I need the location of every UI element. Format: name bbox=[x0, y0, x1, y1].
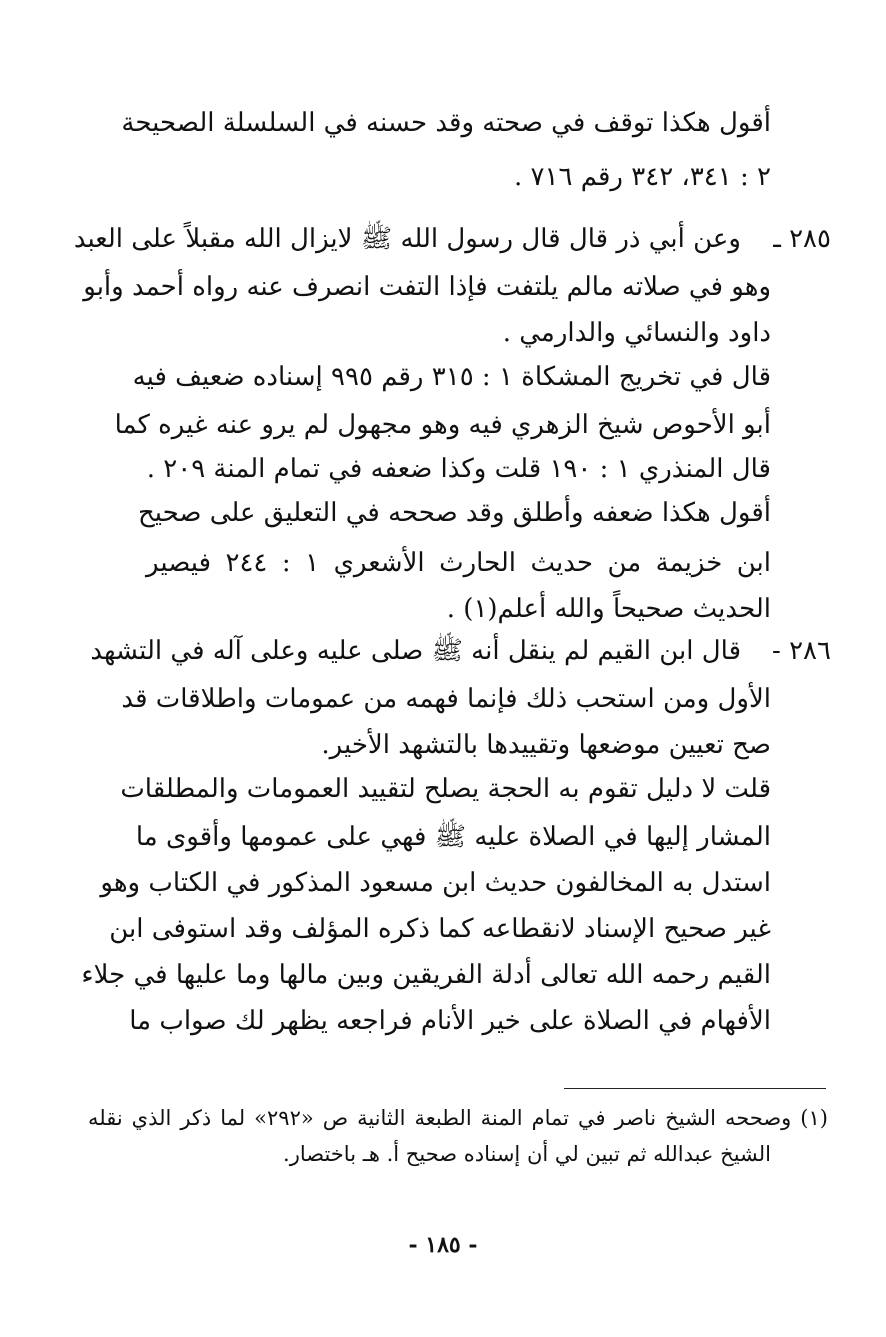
footnote-separator bbox=[564, 1088, 826, 1089]
footnote-line-2: الشيخ عبدالله ثم تبين لي أن إسناده صحيح أ. هـ باختصار. bbox=[283, 1142, 771, 1166]
hadith-285-line-2: وهو في صلاته مالم يلتفت فإذا التفت انصرف عنه رواه أحمد وأبو bbox=[83, 272, 771, 302]
hadith-286-line-9: الأفهام في الصلاة على خير الأنام فراجعه يظهر لك صواب ما bbox=[129, 1006, 771, 1036]
hadith-286-line-5: المشار إليها في الصلاة عليه ﷺ فهي على عمومها وأقوى ما bbox=[135, 822, 771, 852]
hadith-285-number: ٢٨٥ ـ bbox=[773, 224, 831, 254]
hadith-286-line-3: صح تعيين موضعها وتقييدها بالتشهد الأخير. bbox=[321, 730, 771, 760]
footnote-line-1: (١) وصححه الشيخ ناصر في تمام المنة الطبعة الثانية ص «٢٩٢» لما ذكر الذي نقله bbox=[88, 1106, 828, 1130]
hadith-285-line-6: قال المنذري ١ : ١٩٠ قلت وكذا ضعفه في تمام المنة ٢٠٩ . bbox=[146, 454, 771, 484]
hadith-285-line-7: أقول هكذا ضعفه وأطلق وقد صححه في التعليق على صحيح bbox=[137, 498, 771, 528]
hadith-286-line-8: القيم رحمه الله تعالى أدلة الفريقين وبين مالها وما عليها في جلاء bbox=[81, 960, 771, 990]
hadith-285-line-3: داود والنسائي والدارمي . bbox=[502, 318, 771, 348]
hadith-285-line-1: وعن أبي ذر قال قال رسول الله ﷺ لايزال الله مقبلاً على العبد bbox=[73, 224, 741, 254]
hadith-286-line-7: غير صحيح الإسناد لانقطاعه كما ذكره المؤلف وقد استوفى ابن bbox=[109, 914, 771, 944]
intro-line-1: أقول هكذا توقف في صحته وقد حسنه في السلسلة الصحيحة bbox=[121, 108, 771, 138]
hadith-285-line-4: قال في تخريج المشكاة ١ : ٣١٥ رقم ٩٩٥ إسناده ضعيف فيه bbox=[132, 362, 771, 392]
hadith-286-line-6: استدل به المخالفون حديث ابن مسعود المذكور في الكتاب وهو bbox=[100, 868, 771, 898]
hadith-286-line-4: قلت لا دليل تقوم به الحجة يصلح لتقييد العمومات والمطلقات bbox=[120, 774, 771, 804]
intro-line-2: ٢ : ٣٤١، ٣٤٢ رقم ٧١٦ . bbox=[514, 162, 771, 192]
hadith-286-line-1: قال ابن القيم لم ينقل أنه ﷺ صلى عليه وعلى آله في التشهد bbox=[90, 636, 741, 666]
hadith-286-line-2: الأول ومن استحب ذلك فإنما فهمه من عمومات واطلاقات قد bbox=[121, 684, 771, 714]
hadith-285-line-9: الحديث صحيحاً والله أعلم(١) . bbox=[446, 594, 771, 624]
page-number: - ١٨٥ - bbox=[408, 1232, 478, 1258]
hadith-285-line-8: ابن خزيمة من حديث الحارث الأشعري ١ : ٢٤٤ فيصير bbox=[146, 548, 771, 578]
hadith-285-line-5: أبو الأحوص شيخ الزهري فيه وهو مجهول لم يرو عنه غيره كما bbox=[114, 410, 771, 440]
hadith-286-number: ٢٨٦ - bbox=[772, 636, 831, 666]
